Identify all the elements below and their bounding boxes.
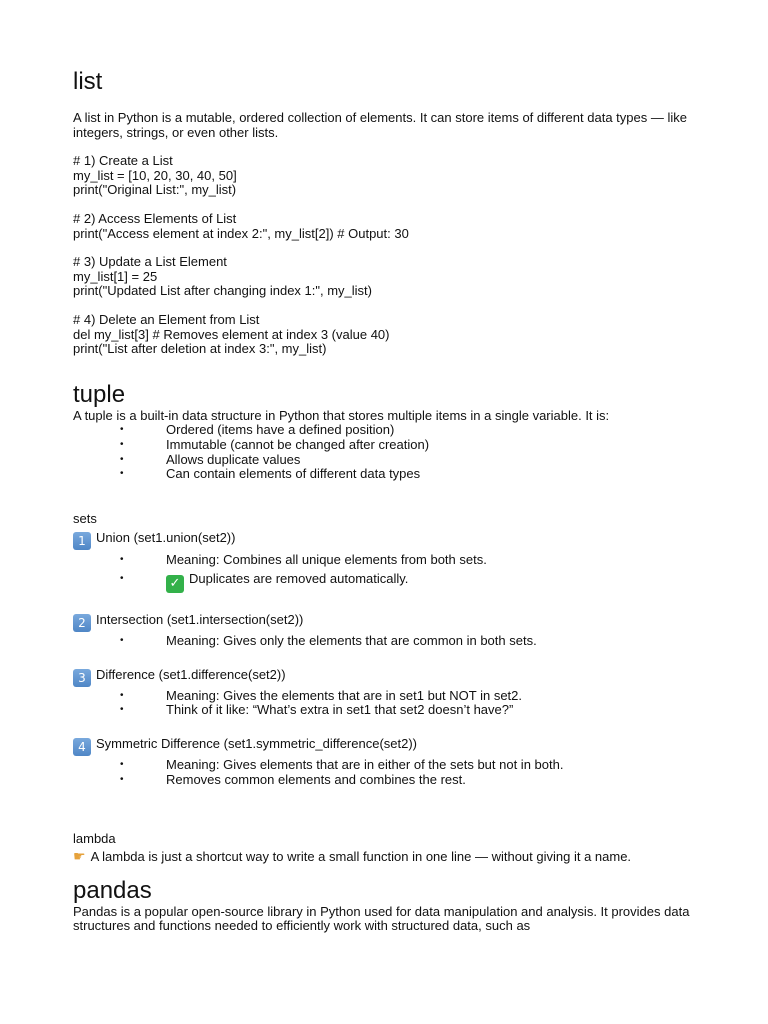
code-line: my_list[1] = 25 — [73, 268, 158, 284]
list-item: • Removes common elements and combines the rest. — [120, 771, 466, 787]
list-item: • Ordered (items have a defined position) — [120, 422, 395, 438]
bullet-icon: • — [120, 773, 124, 785]
intersection-bullet-list — [73, 634, 693, 649]
difference-bullet-list — [73, 689, 693, 718]
code-line: print("Updated List after changing index 1:", my_list) — [73, 283, 372, 299]
list-intro: A list in Python is a mutable, ordered collection of elements. It can store items of different data types — like integers, strings, or even other lists. — [73, 110, 687, 140]
keycap-3-icon: 3 — [73, 669, 91, 687]
lambda-text: ☛ A lambda is just a shortcut way to write a small function in one line — without giving it a name. — [73, 849, 632, 866]
list-item: • ✓ Duplicates are removed automatically. — [120, 571, 409, 592]
pointing-hand-icon: ☛ — [73, 849, 86, 866]
pandas-heading: pandas — [73, 876, 152, 904]
list-item: • Think of it like: “What’s extra in set1 that set2 doesn’t have?” — [120, 702, 514, 718]
tuple-heading: tuple — [73, 380, 126, 408]
bullet-icon: • — [120, 553, 124, 565]
tuple-bullet-list — [73, 423, 693, 481]
bullet-icon: • — [120, 468, 124, 480]
list-item: • Allows duplicate values — [120, 451, 301, 467]
sets-heading: sets — [73, 510, 97, 526]
list-item: • Meaning: Gives only the elements that are common in both sets. — [120, 633, 537, 649]
code-line: del my_list[3] # Removes element at index 3 (value 40) — [73, 326, 390, 342]
check-mark-icon: ✓ — [166, 575, 184, 593]
bullet-icon: • — [120, 635, 124, 647]
list-item: • Meaning: Gives the elements that are in set1 but NOT in set2. — [120, 687, 523, 703]
code-line: print("Access element at index 2:", my_list[2]) # Output: 30 — [73, 225, 409, 241]
list-item: • Meaning: Combines all unique elements from both sets. — [120, 551, 487, 567]
symmetric-difference-bullet-list — [73, 758, 693, 787]
lambda-heading: lambda — [73, 831, 116, 847]
code-line: # 1) Create a List — [73, 153, 173, 169]
code-update-list — [73, 255, 693, 299]
keycap-1-icon: 1 — [73, 532, 91, 550]
code-line: # 3) Update a List Element — [73, 254, 227, 270]
bullet-icon: • — [120, 704, 124, 716]
list-item: • Immutable (cannot be changed after creation) — [120, 436, 430, 452]
bullet-icon: • — [120, 438, 124, 450]
code-line: print("Original List:", my_list) — [73, 182, 237, 198]
document-page — [73, 68, 693, 934]
code-line: my_list = [10, 20, 30, 40, 50] — [73, 167, 237, 183]
tuple-intro: A tuple is a built-in data structure in Python that stores multiple items in a single variable. It is: — [73, 407, 610, 423]
union-bullet-list — [73, 553, 693, 594]
list-item: • Meaning: Gives elements that are in either of the sets but not in both. — [120, 757, 564, 773]
list-item: • Can contain elements of different data types — [120, 466, 421, 482]
code-line: # 2) Access Elements of List — [73, 210, 237, 226]
bullet-icon: • — [120, 424, 124, 436]
keycap-4-icon: 4 — [73, 738, 91, 756]
bullet-icon: • — [120, 453, 124, 465]
difference-title: 3 Difference (set1.difference(set2)) — [73, 668, 693, 687]
symmetric-difference-title: 4 Symmetric Difference (set1.symmetric_difference(set2)) — [73, 737, 693, 756]
bullet-icon: • — [120, 759, 124, 771]
code-line: print("List after deletion at index 3:", my_list) — [73, 341, 327, 357]
list-heading: list — [73, 68, 103, 95]
pandas-text: Pandas is a popular open-source library in Python used for data manipulation and analysis. It provides data structures and functions needed to efficiently work with structured data, such as — [73, 903, 690, 934]
keycap-2-icon: 2 — [73, 614, 91, 632]
code-delete-list — [73, 313, 693, 357]
intersection-title: 2 Intersection (set1.intersection(set2)) — [73, 613, 693, 632]
union-title: 1 Union (set1.union(set2)) — [73, 531, 693, 550]
bullet-icon: • — [120, 689, 124, 701]
bullet-icon: • — [120, 573, 124, 585]
code-line: # 4) Delete an Element from List — [73, 311, 260, 327]
code-create-list — [73, 154, 693, 198]
code-access-list — [73, 212, 693, 241]
